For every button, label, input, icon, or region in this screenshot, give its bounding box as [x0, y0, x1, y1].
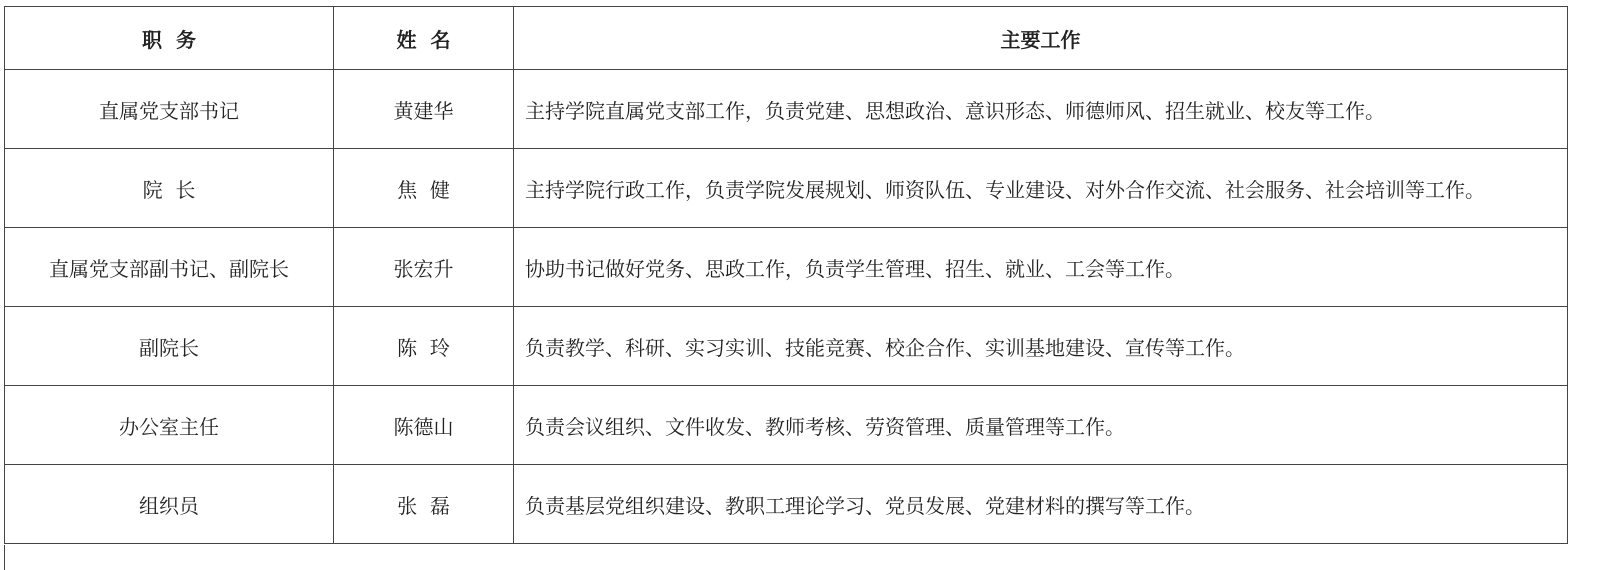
name-text: 张 磊	[397, 493, 450, 518]
position-text: 直属党支部书记	[99, 98, 239, 123]
cell-work	[514, 149, 1568, 228]
work-text: 主持学院行政工作，负责学院发展规划、师资队伍、专业建设、对外合作交流、社会服务、社会培训等工作。	[525, 177, 1485, 202]
position-text: 副院长	[139, 335, 199, 360]
work-text: 主持学院直属党支部工作，负责党建、思想政治、意识形态、师德师风、招生就业、校友等工作。	[525, 98, 1385, 123]
header-work-label: 主要工作	[1000, 27, 1081, 52]
table-row	[5, 70, 1568, 149]
name-text: 陈德山	[393, 414, 454, 439]
cell-position	[5, 307, 334, 386]
cell-work	[514, 307, 1568, 386]
name-text: 张宏升	[393, 256, 454, 281]
header-name-label: 姓 名	[396, 27, 451, 52]
cell-work	[514, 465, 1568, 544]
name-text: 黄建华	[393, 98, 454, 123]
header-position	[5, 7, 334, 70]
cell-work	[514, 228, 1568, 307]
table-row	[5, 228, 1568, 307]
cell-name	[334, 70, 514, 149]
header-row	[5, 7, 1568, 70]
work-text: 负责基层党组织建设、教职工理论学习、党员发展、党建材料的撰写等工作。	[525, 493, 1205, 518]
table-header	[5, 7, 1568, 70]
position-text: 直属党支部副书记、副院长	[49, 256, 289, 281]
work-text: 协助书记做好党务、思政工作，负责学生管理、招生、就业、工会等工作。	[525, 256, 1185, 281]
cell-position	[5, 465, 334, 544]
table-body	[5, 70, 1568, 544]
cell-position	[5, 228, 334, 307]
cell-name	[334, 465, 514, 544]
cell-name	[334, 386, 514, 465]
cell-position	[5, 386, 334, 465]
work-text: 负责会议组织、文件收发、教师考核、劳资管理、质量管理等工作。	[525, 414, 1125, 439]
cell-name	[334, 149, 514, 228]
position-text: 组织员	[139, 493, 199, 518]
cell-position	[5, 149, 334, 228]
table-row	[5, 465, 1568, 544]
page-edge-line	[4, 545, 5, 570]
cell-position	[5, 70, 334, 149]
cell-work	[514, 386, 1568, 465]
position-text: 院 长	[142, 177, 196, 202]
header-position-label: 职 务	[142, 27, 196, 52]
leadership-table	[4, 6, 1568, 544]
cell-name	[334, 307, 514, 386]
name-text: 焦 健	[397, 177, 450, 202]
position-text: 办公室主任	[119, 414, 219, 439]
cell-name	[334, 228, 514, 307]
leadership-table-container	[4, 6, 1567, 544]
cell-work	[514, 70, 1568, 149]
name-text: 陈 玲	[397, 335, 450, 360]
table-row	[5, 149, 1568, 228]
table-row	[5, 307, 1568, 386]
header-name	[334, 7, 514, 70]
header-work	[514, 7, 1568, 70]
work-text: 负责教学、科研、实习实训、技能竞赛、校企合作、实训基地建设、宣传等工作。	[525, 335, 1245, 360]
table-row	[5, 386, 1568, 465]
